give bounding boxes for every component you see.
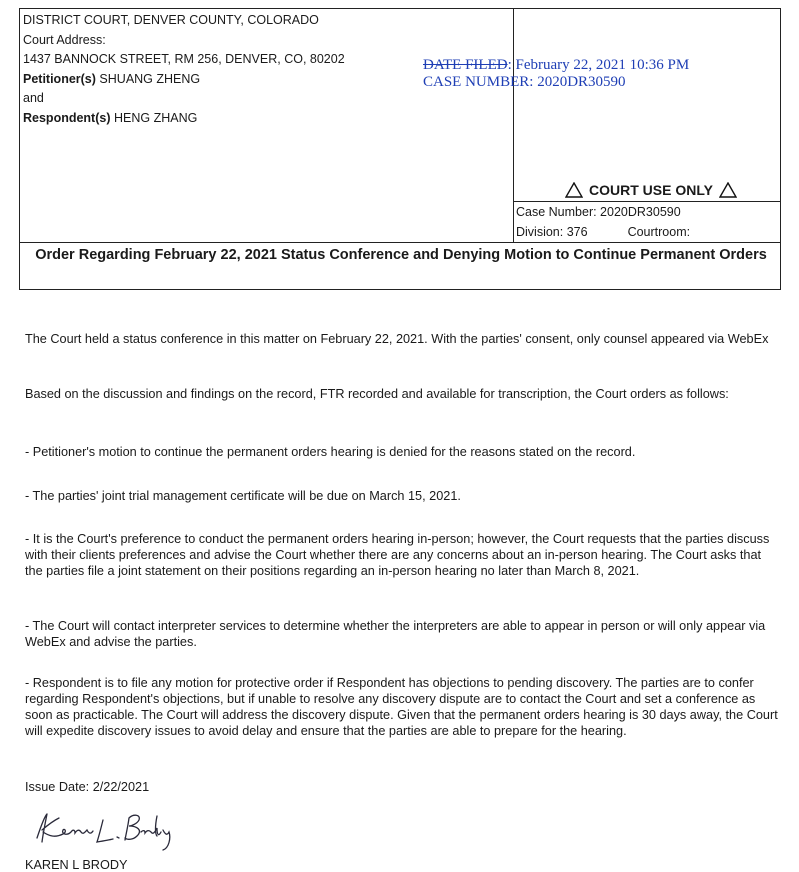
date-filed-label: DATE FILED (423, 57, 508, 73)
party-block (23, 11, 345, 128)
date-filed-line (423, 57, 689, 74)
caption-divider-vertical (513, 9, 514, 242)
title-divider (20, 242, 780, 243)
court-use-only-label (565, 182, 737, 198)
respondent-name: HENG ZHANG (113, 110, 198, 125)
paragraph-findings: Based on the discussion and findings on the record, FTR recorded and available for transcription, the Court orders as follows: (25, 387, 729, 401)
paragraph-motion-denied: - Petitioner's motion to continue the permanent orders hearing is denied for the reasons stated on the record. (25, 445, 636, 459)
division-row (516, 223, 690, 243)
warning-triangle-icon (565, 182, 583, 198)
order-title: Order Regarding February 22, 2021 Status Conference and Denying Motion to Continue Permanent Orders (35, 247, 767, 263)
court-name: DISTRICT COURT, DENVER COUNTY, COLORADO (23, 13, 319, 27)
respondent-line (23, 109, 345, 129)
paragraph-status-conference: The Court held a status conference in this matter on February 22, 2021. With the parties' consent, only counsel appeared via WebEx (25, 332, 769, 346)
petitioner-line (23, 70, 345, 90)
courtroom: Courtroom: (627, 224, 691, 239)
filing-stamp (423, 57, 689, 91)
case-number-stamp-label: CASE NUMB (423, 74, 511, 90)
case-number-stamp-value: ER: 2020DR30590 (510, 74, 626, 90)
respondent-label: Respondent(s) (23, 110, 111, 125)
handwritten-signature (33, 808, 183, 853)
and-text: and (23, 91, 44, 105)
paragraph-interpreter: - The Court will contact interpreter services to determine whether the interpreters are able to appear in person or will only appear via WebEx and advise the parties. (25, 619, 766, 649)
warning-triangle-icon (719, 182, 737, 198)
signer-name: KAREN L BRODY (25, 858, 128, 872)
petitioner-name: SHUANG ZHENG (99, 71, 201, 86)
court-address: 1437 BANNOCK STREET, RM 256, DENVER, CO, 80202 (23, 52, 345, 66)
case-info-block (516, 203, 690, 242)
petitioner-label: Petitioner(s) (23, 71, 96, 86)
issue-date: Issue Date: 2/22/2021 (25, 780, 150, 794)
date-filed-value: : February 22, 2021 10:36 PM (507, 57, 690, 73)
court-use-text: COURT USE ONLY (589, 182, 713, 198)
court-address-label: Court Address: (23, 32, 106, 47)
case-number: Case Number: 2020DR30590 (516, 205, 681, 219)
paragraph-trial-certificate: - The parties' joint trial management certificate will be due on March 15, 2021. (25, 489, 461, 503)
paragraph-in-person-hearing: - It is the Court's preference to conduct the permanent orders hearing in-person; however, the Court requests that the parties discuss with their clients preferences and advise the Court whether there are any concerns about an in-person hearing. The Court asks that the parties file a joint statement on their positions regarding an in-person hearing no later than March 8, 2021. (25, 532, 770, 578)
paragraph-discovery: - Respondent is to file any motion for protective order if Respondent has objections to pending discovery. The parties are to confer regarding Respondent's objections, but if unable to resolve any discovery dispute are to contact the Court and set a conference as soon as practicable. The Court will address the discovery dispute. Given that the permanent orders hearing is 30 days away, the Court will expedite discovery issues to avoid delay and ensure that the parties are able to prepare for the hearing. (25, 676, 778, 738)
case-number-stamp-line (423, 74, 689, 91)
court-use-divider (513, 201, 780, 202)
division: Division: 376 (516, 224, 588, 239)
